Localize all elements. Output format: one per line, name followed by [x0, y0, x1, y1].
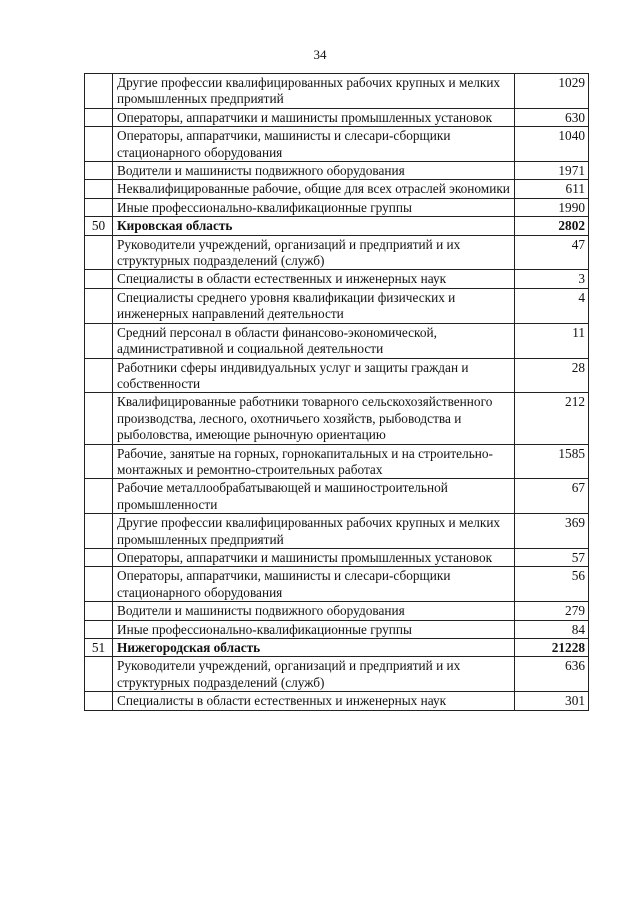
row-number-cell: [85, 198, 113, 216]
row-number-cell: [85, 514, 113, 549]
row-number-cell: [85, 270, 113, 288]
statistics-table: [84, 73, 589, 711]
table-row: [85, 74, 589, 109]
value-cell: 630: [515, 108, 589, 126]
occupation-name-cell: Операторы, аппаратчики, машинисты и слесари-сборщики стационарного оборудования: [113, 567, 515, 602]
table-row: [85, 514, 589, 549]
row-number-cell: [85, 602, 113, 620]
row-number-cell: [85, 74, 113, 109]
value-cell: 1990: [515, 198, 589, 216]
occupation-name-cell: Другие профессии квалифицированных рабочих крупных и мелких промышленных предприятий: [113, 514, 515, 549]
table-row: [85, 180, 589, 198]
occupation-name-cell: Квалифицированные работники товарного сельскохозяйственного производства, лесного, охотничьего хозяйств, рыбоводства и рыболовства, имеющие рыночную ориентацию: [113, 393, 515, 444]
row-number-cell: [85, 444, 113, 479]
value-cell: 636: [515, 657, 589, 692]
row-number-cell: [85, 180, 113, 198]
table-row: [85, 657, 589, 692]
value-cell: 1585: [515, 444, 589, 479]
occupation-name-cell: Неквалифицированные рабочие, общие для всех отраслей экономики: [113, 180, 515, 198]
occupation-name-cell: Операторы, аппаратчики и машинисты промышленных установок: [113, 548, 515, 566]
value-cell: 67: [515, 479, 589, 514]
table-row: [85, 393, 589, 444]
table-row: [85, 358, 589, 393]
value-cell: 301: [515, 692, 589, 710]
occupation-name-cell: Рабочие, занятые на горных, горнокапитальных и на строительно-монтажных и ремонтно-строительных работах: [113, 444, 515, 479]
value-cell: 11: [515, 323, 589, 358]
row-number-cell: [85, 393, 113, 444]
value-cell: 21228: [515, 639, 589, 657]
occupation-name-cell: Другие профессии квалифицированных рабочих крупных и мелких промышленных предприятий: [113, 74, 515, 109]
table-row: [85, 198, 589, 216]
occupation-name-cell: Руководители учреждений, организаций и предприятий и их структурных подразделений (служб): [113, 235, 515, 270]
value-cell: 57: [515, 548, 589, 566]
region-row: [85, 217, 589, 235]
occupation-name-cell: Водители и машинисты подвижного оборудования: [113, 602, 515, 620]
table-row: [85, 692, 589, 710]
row-number-cell: [85, 127, 113, 162]
value-cell: 279: [515, 602, 589, 620]
row-number-cell: 50: [85, 217, 113, 235]
table-row: [85, 548, 589, 566]
row-number-cell: [85, 235, 113, 270]
table-row: [85, 235, 589, 270]
table-row: [85, 567, 589, 602]
occupation-name-cell: Средний персонал в области финансово-экономической, административной и социальной деятельности: [113, 323, 515, 358]
row-number-cell: 51: [85, 639, 113, 657]
table-row: [85, 270, 589, 288]
occupation-name-cell: Рабочие металлообрабатывающей и машиностроительной промышленности: [113, 479, 515, 514]
row-number-cell: [85, 657, 113, 692]
value-cell: 2802: [515, 217, 589, 235]
occupation-name-cell: Работники сферы индивидуальных услуг и защиты граждан и собственности: [113, 358, 515, 393]
table-row: [85, 620, 589, 638]
occupation-name-cell: Иные профессионально-квалификационные группы: [113, 198, 515, 216]
occupation-name-cell: Иные профессионально-квалификационные группы: [113, 620, 515, 638]
region-name-cell: Кировская область: [113, 217, 515, 235]
page-number: 34: [313, 47, 327, 62]
table-row: [85, 602, 589, 620]
value-cell: 4: [515, 288, 589, 323]
row-number-cell: [85, 108, 113, 126]
value-cell: 212: [515, 393, 589, 444]
table-row: [85, 288, 589, 323]
table-row: [85, 108, 589, 126]
value-cell: 1040: [515, 127, 589, 162]
row-number-cell: [85, 323, 113, 358]
occupation-name-cell: Операторы, аппаратчики, машинисты и слесари-сборщики стационарного оборудования: [113, 127, 515, 162]
occupation-name-cell: Специалисты в области естественных и инженерных наук: [113, 270, 515, 288]
occupation-name-cell: Операторы, аппаратчики и машинисты промышленных установок: [113, 108, 515, 126]
table-row: [85, 479, 589, 514]
value-cell: 84: [515, 620, 589, 638]
table-row: [85, 323, 589, 358]
value-cell: 611: [515, 180, 589, 198]
row-number-cell: [85, 567, 113, 602]
value-cell: 28: [515, 358, 589, 393]
region-row: [85, 639, 589, 657]
row-number-cell: [85, 479, 113, 514]
row-number-cell: [85, 358, 113, 393]
table-row: [85, 444, 589, 479]
row-number-cell: [85, 692, 113, 710]
region-name-cell: Нижегородская область: [113, 639, 515, 657]
value-cell: 3: [515, 270, 589, 288]
value-cell: 1029: [515, 74, 589, 109]
table-row: [85, 127, 589, 162]
row-number-cell: [85, 288, 113, 323]
table-row: [85, 162, 589, 180]
row-number-cell: [85, 548, 113, 566]
occupation-name-cell: Специалисты в области естественных и инженерных наук: [113, 692, 515, 710]
value-cell: 369: [515, 514, 589, 549]
occupation-name-cell: Специалисты среднего уровня квалификации физических и инженерных направлений деятельности: [113, 288, 515, 323]
table-body: [85, 74, 589, 711]
row-number-cell: [85, 162, 113, 180]
occupation-name-cell: Руководители учреждений, организаций и предприятий и их структурных подразделений (служб): [113, 657, 515, 692]
row-number-cell: [85, 620, 113, 638]
value-cell: 56: [515, 567, 589, 602]
occupation-name-cell: Водители и машинисты подвижного оборудования: [113, 162, 515, 180]
value-cell: 47: [515, 235, 589, 270]
value-cell: 1971: [515, 162, 589, 180]
